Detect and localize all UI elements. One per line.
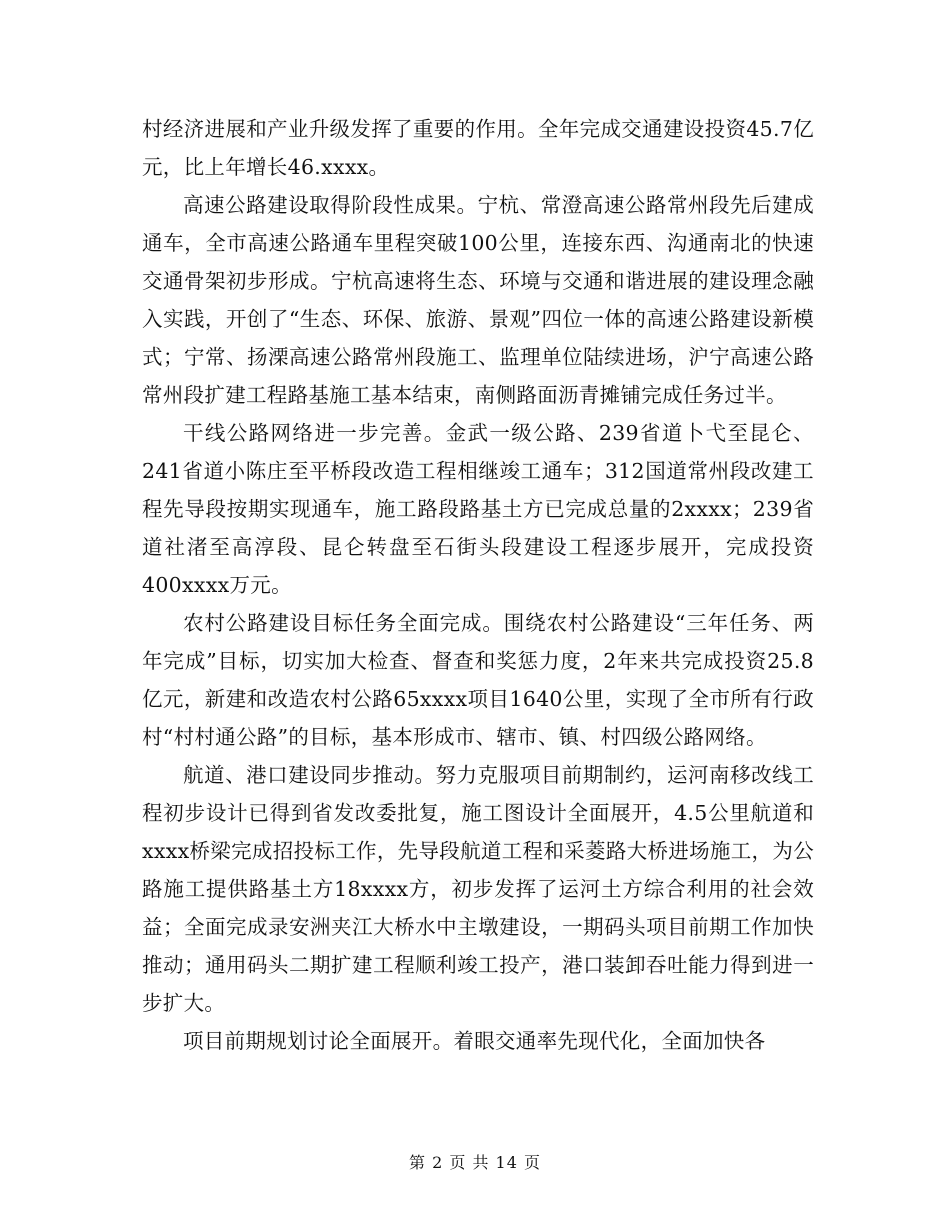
paragraph-expressway: 高速公路建设取得阶段性成果。宁杭、常澄高速公路常州段先后建成通车，全市高速公路通车里程突破100公里，连接东西、沟通南北的快速交通骨架初步形成。宁杭高速将生态、环境与交通和谐进展的建设理念融入实践，开创了“生态、环保、旅游、景观”四位一体的高速公路建设新模式；宁常、扬溧高速公路常州段施工、监理单位陆续进场，沪宁高速公路常州段扩建工程路基施工基本结束，南侧路面沥青摊铺完成任务过半。 [142,193,814,407]
paragraph-rural-roads: 农村公路建设目标任务全面完成。围绕农村公路建设“三年任务、两年完成”目标，切实加大检查、督查和奖惩力度，2年来共完成投资25.8亿元，新建和改造农村公路65xxxx项目1640公里，实现了全市所有行政村“村村通公路”的目标，基本形成市、辖市、镇、村四级公路网络。 [142,611,814,749]
paragraph-waterways-ports: 航道、港口建设同步推动。努力克服项目前期制约，运河南移改线工程初步设计已得到省发改委批复，施工图设计全面展开，4.5公里航道和xxxx桥梁完成招投标工作，先导段航道工程和采菱路大桥进场施工，为公路施工提供路基土方18xxxx方，初步发挥了运河土方综合利用的社会效益；全面完成录安洲夹江大桥水中主墩建设，一期码头项目前期工作加快推动；通用码头二期扩建工程顺利竣工投产，港口装卸吞吐能力得到进一步扩大。 [142,763,814,1015]
page-footer [0,1152,950,1174]
document-body [142,110,814,1060]
paragraph-continuation: 村经济进展和产业升级发挥了重要的作用。全年完成交通建设投资45.7亿元，比上年增长46.xxxx。 [142,117,814,179]
paragraph-trunk-roads: 干线公路网络进一步完善。金武一级公路、239省道卜弋至昆仑、241省道小陈庄至平桥段改造工程相继竣工通车；312国道常州段改建工程先导段按期实现通车，施工路段路基土方已完成总量的2xxxx；239省道社渚至高淳段、昆仑转盘至石街头段建设工程逐步展开，完成投资400xxxx万元。 [142,421,814,597]
page-number-label: 第 2 页 共 14 页 [409,1153,541,1172]
paragraph-project-planning: 项目前期规划讨论全面展开。着眼交通率先现代化，全面加快各 [183,1029,766,1053]
